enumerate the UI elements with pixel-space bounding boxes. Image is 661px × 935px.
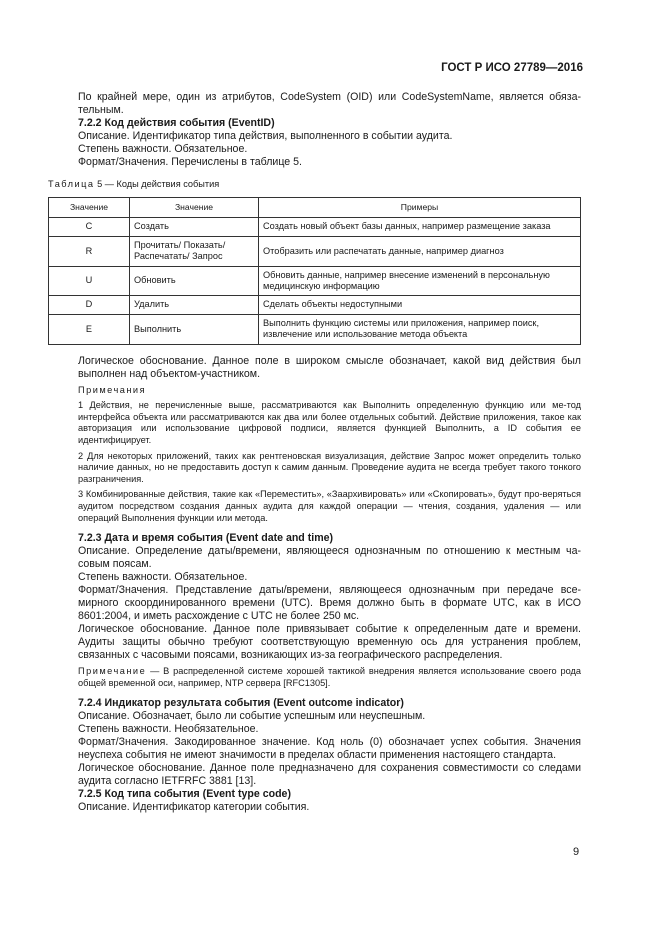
s722-format: Формат/Значения. Перечислены в таблице 5.	[78, 156, 302, 168]
s722-description: Описание. Идентификатор типа действия, выполненного в событии аудита.	[78, 130, 453, 142]
table-cell-code: D	[49, 296, 130, 314]
table-header-meaning: Значение	[130, 198, 259, 218]
table-cell-meaning: Удалить	[130, 296, 259, 314]
table-cell-example: Выполнить функцию системы или приложения, например поиск, извлечение или использование метода объекта	[259, 314, 581, 344]
table-cell-example: Создать новый объект базы данных, например размещение заказа	[259, 218, 581, 236]
table-header-code: Значение	[49, 198, 130, 218]
s723-note-text: — В распределенной системе хорошей тактикой внедрения является использование своего рода общей временной оси, например, NTP сервера [RFC1305].	[78, 666, 581, 688]
note-2: 2 Для некоторых приложений, таких как рентгеновская визуализация, действие Запрос может определить только наличие данных, но не предоставить доступ к самим данным. Проведение аудита не всегда требует такого тонкого разграничения.	[78, 450, 581, 484]
s723-rationale: Логическое обоснование. Данное поле привязывает событие к определенным дате и времени. Аудиты защиты обычно требуют соответствующую временную ось для устранения проблем, связанных с часовыми поясами, возникающих из-за географического распределения.	[78, 623, 581, 662]
intro-paragraph: По крайней мере, один из атрибутов, CodeSystem (OID) или CodeSystemName, является обяза-тельным.	[78, 91, 581, 116]
s722-importance: Степень важности. Обязательное.	[78, 143, 248, 155]
table-cell-example: Отобразить или распечатать данные, например диагноз	[259, 236, 581, 266]
table-row	[49, 236, 581, 266]
s723-importance: Степень важности. Обязательное.	[78, 571, 248, 584]
event-action-codes-table	[48, 197, 581, 345]
s724-format: Формат/Значения. Закодированное значение. Код ноль (0) обозначает успех события. Значения неуспеха события не имеют значимости в пределах области применения настоящего стандарта.	[78, 736, 581, 762]
s723-format: Формат/Значения. Представление даты/времени, являющееся однозначным при передаче все-мирного скоординированного времени (UTC). Время должно быть в формате UTC, как в ИСО 8601:2004, и иметь расхождение с UTC не более 250 мс.	[78, 584, 581, 623]
table-cell-code: U	[49, 266, 130, 296]
table-row	[49, 296, 581, 314]
section-7-2-4-title: 7.2.4 Индикатор результата события (Event outcome indicator)	[78, 697, 404, 710]
s723-description: Описание. Определение даты/времени, являющееся однозначным по отношению к местным ча-совым поясам.	[78, 545, 581, 571]
document-body	[48, 91, 581, 814]
table-cell-example: Сделать объекты недоступными	[259, 296, 581, 314]
table-row	[49, 218, 581, 236]
notes-label: Примечания	[78, 384, 147, 395]
table-cell-meaning: Создать	[130, 218, 259, 236]
section-7-2-5-title: 7.2.5 Код типа события (Event type code)	[78, 788, 291, 801]
table-cell-code: C	[49, 218, 130, 236]
note-3: 3 Комбинированные действия, такие как «Переместить», «Заархивировать» или «Скопировать», будут про-веряться аудитом посредством создания данных аудита для каждой операции — чтения, создания, удаления — или операций Выполнения функции или метода.	[78, 489, 581, 523]
s723-note-label: Примечание	[78, 666, 147, 677]
s724-description: Описание. Обозначает, было ли событие успешным или неуспешным.	[78, 710, 426, 723]
table-row	[49, 314, 581, 344]
table-cell-code: E	[49, 314, 130, 344]
table-cell-meaning: Обновить	[130, 266, 259, 296]
s724-importance: Степень важности. Необязательное.	[78, 723, 259, 736]
table-caption-label: Таблица	[48, 179, 95, 189]
s722-rationale: Логическое обоснование. Данное поле в широком смысле обозначает, какой вид действия был выполнен над объектом-участником.	[78, 354, 581, 380]
s723-note	[78, 666, 581, 689]
table-cell-meaning: Прочитать/ Показать/ Распечатать/ Запрос	[130, 236, 259, 266]
table-caption-text: 5 — Коды действия события	[97, 179, 220, 189]
section-7-2-3-title: 7.2.3 Дата и время события (Event date and time)	[78, 532, 334, 545]
section-7-2-2-title: 7.2.2 Код действия события (EventID)	[78, 117, 275, 129]
table-row	[49, 266, 581, 296]
s724-rationale: Логическое обоснование. Данное поле предназначено для сохранения совместимости со следами аудита согласно IETFRFC 3881 [13].	[78, 762, 581, 788]
table-cell-code: R	[49, 236, 130, 266]
doc-code-header: ГОСТ Р ИСО 27789—2016	[441, 62, 583, 74]
table-cell-example: Обновить данные, например внесение изменений в персональную медицинскую информацию	[259, 266, 581, 296]
s725-description: Описание. Идентификатор категории события.	[78, 801, 310, 814]
table-cell-meaning: Выполнить	[130, 314, 259, 344]
table-header-examples: Примеры	[259, 198, 581, 218]
note-1: 1 Действия, не перечисленные выше, рассматриваются как Выполнить определенную функцию или ме-тод интерфейса объекта или рассматриваются как два или более отдельных событий. Действие приложения, такое как авторизация или использование цифровой подписи, является функцией Выполнить, а ID события ее идентифицирует.	[78, 400, 581, 446]
table-header-row	[49, 198, 581, 218]
table-caption	[48, 178, 581, 191]
page-number: 9	[573, 846, 580, 858]
